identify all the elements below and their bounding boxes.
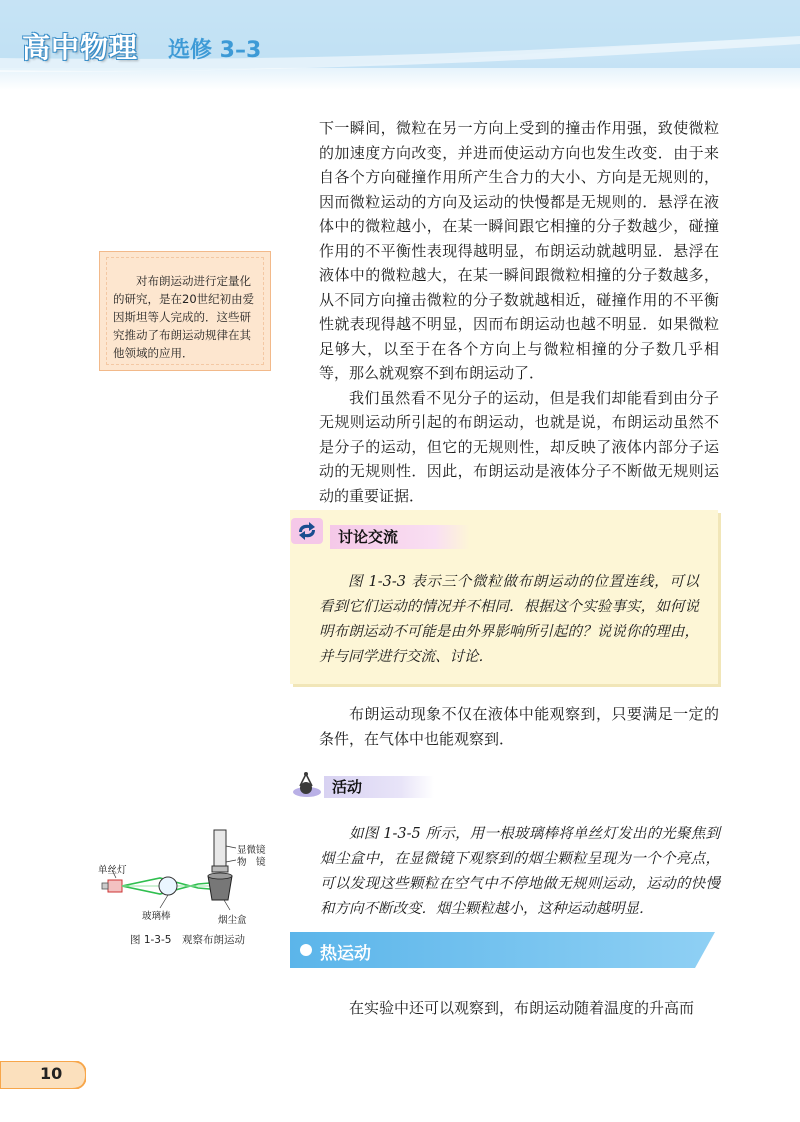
page-header	[0, 0, 800, 90]
main-text-block-3	[319, 996, 719, 1021]
discussion-title: 讨论交流	[338, 528, 399, 546]
paragraph-2: 我们虽然看不见分子的运动，但是我们却能看到由分子无规则运动所引起的布朗运动，也就是说，布朗运动虽然不是分子的运动，但它的无规则性，却反映了液体内部分子运动的无规则性．因此，布朗运动是液体分子不断做无规则运动的重要证据．	[319, 388, 719, 505]
label-glass-rod: 玻璃棒	[142, 911, 171, 922]
label-objective: 物 镜	[237, 857, 266, 868]
discussion-box	[290, 510, 718, 684]
figure-caption: 图 1-3-5 观察布朗运动	[130, 934, 245, 946]
discussion-icon	[290, 516, 324, 546]
book-subtitle: 选修 3–3	[168, 38, 262, 63]
section-title: 热运动	[320, 944, 371, 964]
section-header	[290, 932, 715, 968]
label-lamp: 单丝灯	[98, 865, 127, 876]
label-microscope: 显微镜	[237, 845, 266, 856]
page-number: 10	[40, 1064, 63, 1083]
activity-icon	[290, 768, 324, 802]
activity-title: 活动	[332, 778, 363, 796]
main-text-block	[319, 116, 719, 508]
main-text-block-2	[319, 702, 719, 751]
book-title: 高中物理	[22, 31, 139, 64]
paragraph-1: 下一瞬间，微粒在另一方向上受到的撞击作用强，致使微粒的加速度方向改变，并进而使运动方向也发生改变．由于来自各个方向碰撞作用所产生合力的大小、方向是无规则的，因而微粒运动的方向及运动的快慢都是无规则的．悬浮在液体中的微粒越小，在某一瞬间跟它相撞的分子数越少，碰撞作用的不平衡性表现得越明显，布朗运动就越明显．悬浮在液体中的微粒越大，在某一瞬间跟微粒相撞的分子数越多，从不同方向撞击微粒的分子数就越相近，碰撞作用的不平衡性就表现得越不明显，因而布朗运动也越不明显．如果微粒足够大，以至于在各个方向上与微粒相撞的分子数几乎相等，那么就观察不到布朗运动了．	[319, 119, 719, 382]
activity-header	[290, 768, 410, 802]
side-note-text: 对布朗运动进行定量化的研究，是在20世纪初由爱因斯坦等人完成的．这些研究推动了布朗运动规律在其他领域的应用．	[113, 274, 255, 360]
activity-text: 如图 1-3-5 所示，用一根玻璃棒将单丝灯发出的光聚焦到烟尘盒中，在显微镜下观察到的烟尘颗粒呈现为一个个亮点，可以发现这些颗粒在空气中不停地做无规则运动，运动的快慢和方向不断改变．烟尘颗粒越小，这种运动越明显．	[320, 826, 720, 917]
paragraph-3: 布朗运动现象不仅在液体中能观察到，只要满足一定的条件，在气体中也能观察到．	[319, 705, 719, 748]
label-smoke-box: 烟尘盒	[218, 915, 247, 926]
side-note	[99, 251, 271, 371]
discussion-text: 图 1-3-3 表示三个微粒做布朗运动的位置连线，可以看到它们运动的情况并不相同．根据这个实验事实，如何说明布朗运动不可能是由外界影响所引起的？说说你的理由，并与同学进行交流、讨论．	[319, 574, 699, 665]
paragraph-4: 在实验中还可以观察到，布朗运动随着温度的升高而	[349, 999, 695, 1017]
